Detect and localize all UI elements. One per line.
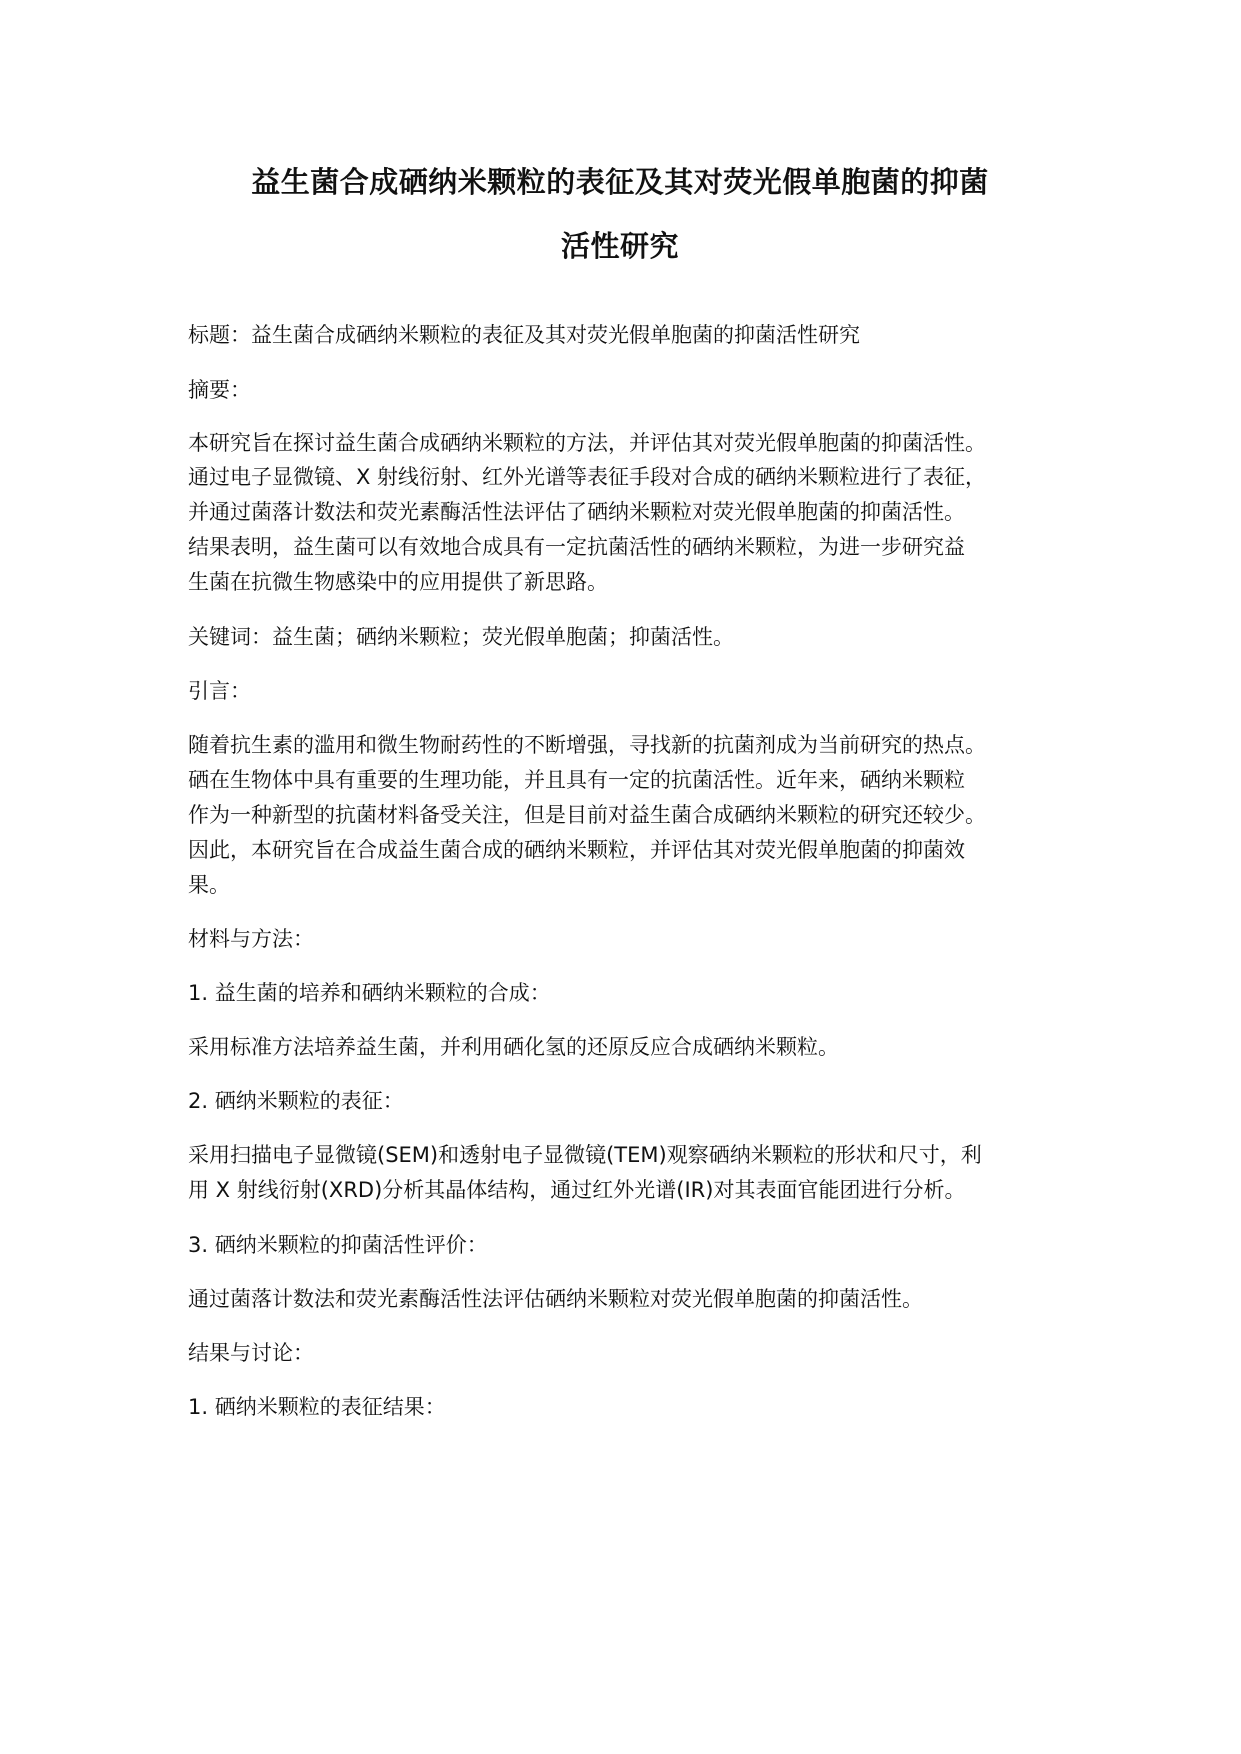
abstract-line-1: 本研究旨在探讨益生菌合成硒纳米颗粒的方法，并评估其对荧光假单胞菌的抑菌活性。 [188,431,986,455]
method-2-line-2: 用 X 射线衍射(XRD)分析其晶体结构，通过红外光谱(IR)对其表面官能团进行分析。 [188,1178,966,1202]
intro-line-5: 果。 [188,873,230,897]
intro-line-4: 因此，本研究旨在合成益生菌合成的硒纳米颗粒，并评估其对荧光假单胞菌的抑菌效 [188,838,965,862]
abstract-line-4: 结果表明，益生菌可以有效地合成具有一定抗菌活性的硒纳米颗粒，为进一步研究益 [188,535,965,559]
abstract-line-3: 并通过菌落计数法和荧光素酶活性法评估了硒纳米颗粒对荧光假单胞菌的抑菌活性。 [188,500,965,524]
method-1-text: 采用标准方法培养益生菌，并利用硒化氢的还原反应合成硒纳米颗粒。 [188,1035,839,1059]
method-3-heading: 3. 硒纳米颗粒的抑菌活性评价： [188,1233,488,1257]
results-heading: 结果与讨论： [188,1341,314,1365]
intro-line-1: 随着抗生素的滥用和微生物耐药性的不断增强，寻找新的抗菌剂成为当前研究的热点。 [188,733,986,757]
method-3-text: 通过菌落计数法和荧光素酶活性法评估硒纳米颗粒对荧光假单胞菌的抑菌活性。 [188,1287,923,1311]
subject-line: 标题：益生菌合成硒纳米颗粒的表征及其对荧光假单胞菌的抑菌活性研究 [188,323,860,347]
method-2-heading: 2. 硒纳米颗粒的表征： [188,1089,404,1113]
abstract-line-5: 生菌在抗微生物感染中的应用提供了新思路。 [188,570,608,594]
methods-heading: 材料与方法： [188,927,314,951]
result-1-heading: 1. 硒纳米颗粒的表征结果： [188,1395,446,1419]
document-title-line-1: 益生菌合成硒纳米颗粒的表征及其对荧光假单胞菌的抑菌 [251,165,989,199]
abstract-heading: 摘要： [188,378,251,402]
intro-line-2: 硒在生物体中具有重要的生理功能，并且具有一定的抗菌活性。近年来，硒纳米颗粒 [188,768,965,792]
document-title-line-2: 活性研究 [560,229,679,263]
method-1-heading: 1. 益生菌的培养和硒纳米颗粒的合成： [188,981,551,1005]
intro-heading: 引言： [188,679,251,703]
abstract-line-2: 通过电子显微镜、X 射线衍射、红外光谱等表征手段对合成的硒纳米颗粒进行了表征， [188,465,987,489]
method-2-line-1: 采用扫描电子显微镜(SEM)和透射电子显微镜(TEM)观察硒纳米颗粒的形状和尺寸，利 [188,1143,982,1167]
intro-line-3: 作为一种新型的抗菌材料备受关注，但是目前对益生菌合成硒纳米颗粒的研究还较少。 [188,803,986,827]
keywords-line: 关键词：益生菌；硒纳米颗粒；荧光假单胞菌；抑菌活性。 [188,625,734,649]
